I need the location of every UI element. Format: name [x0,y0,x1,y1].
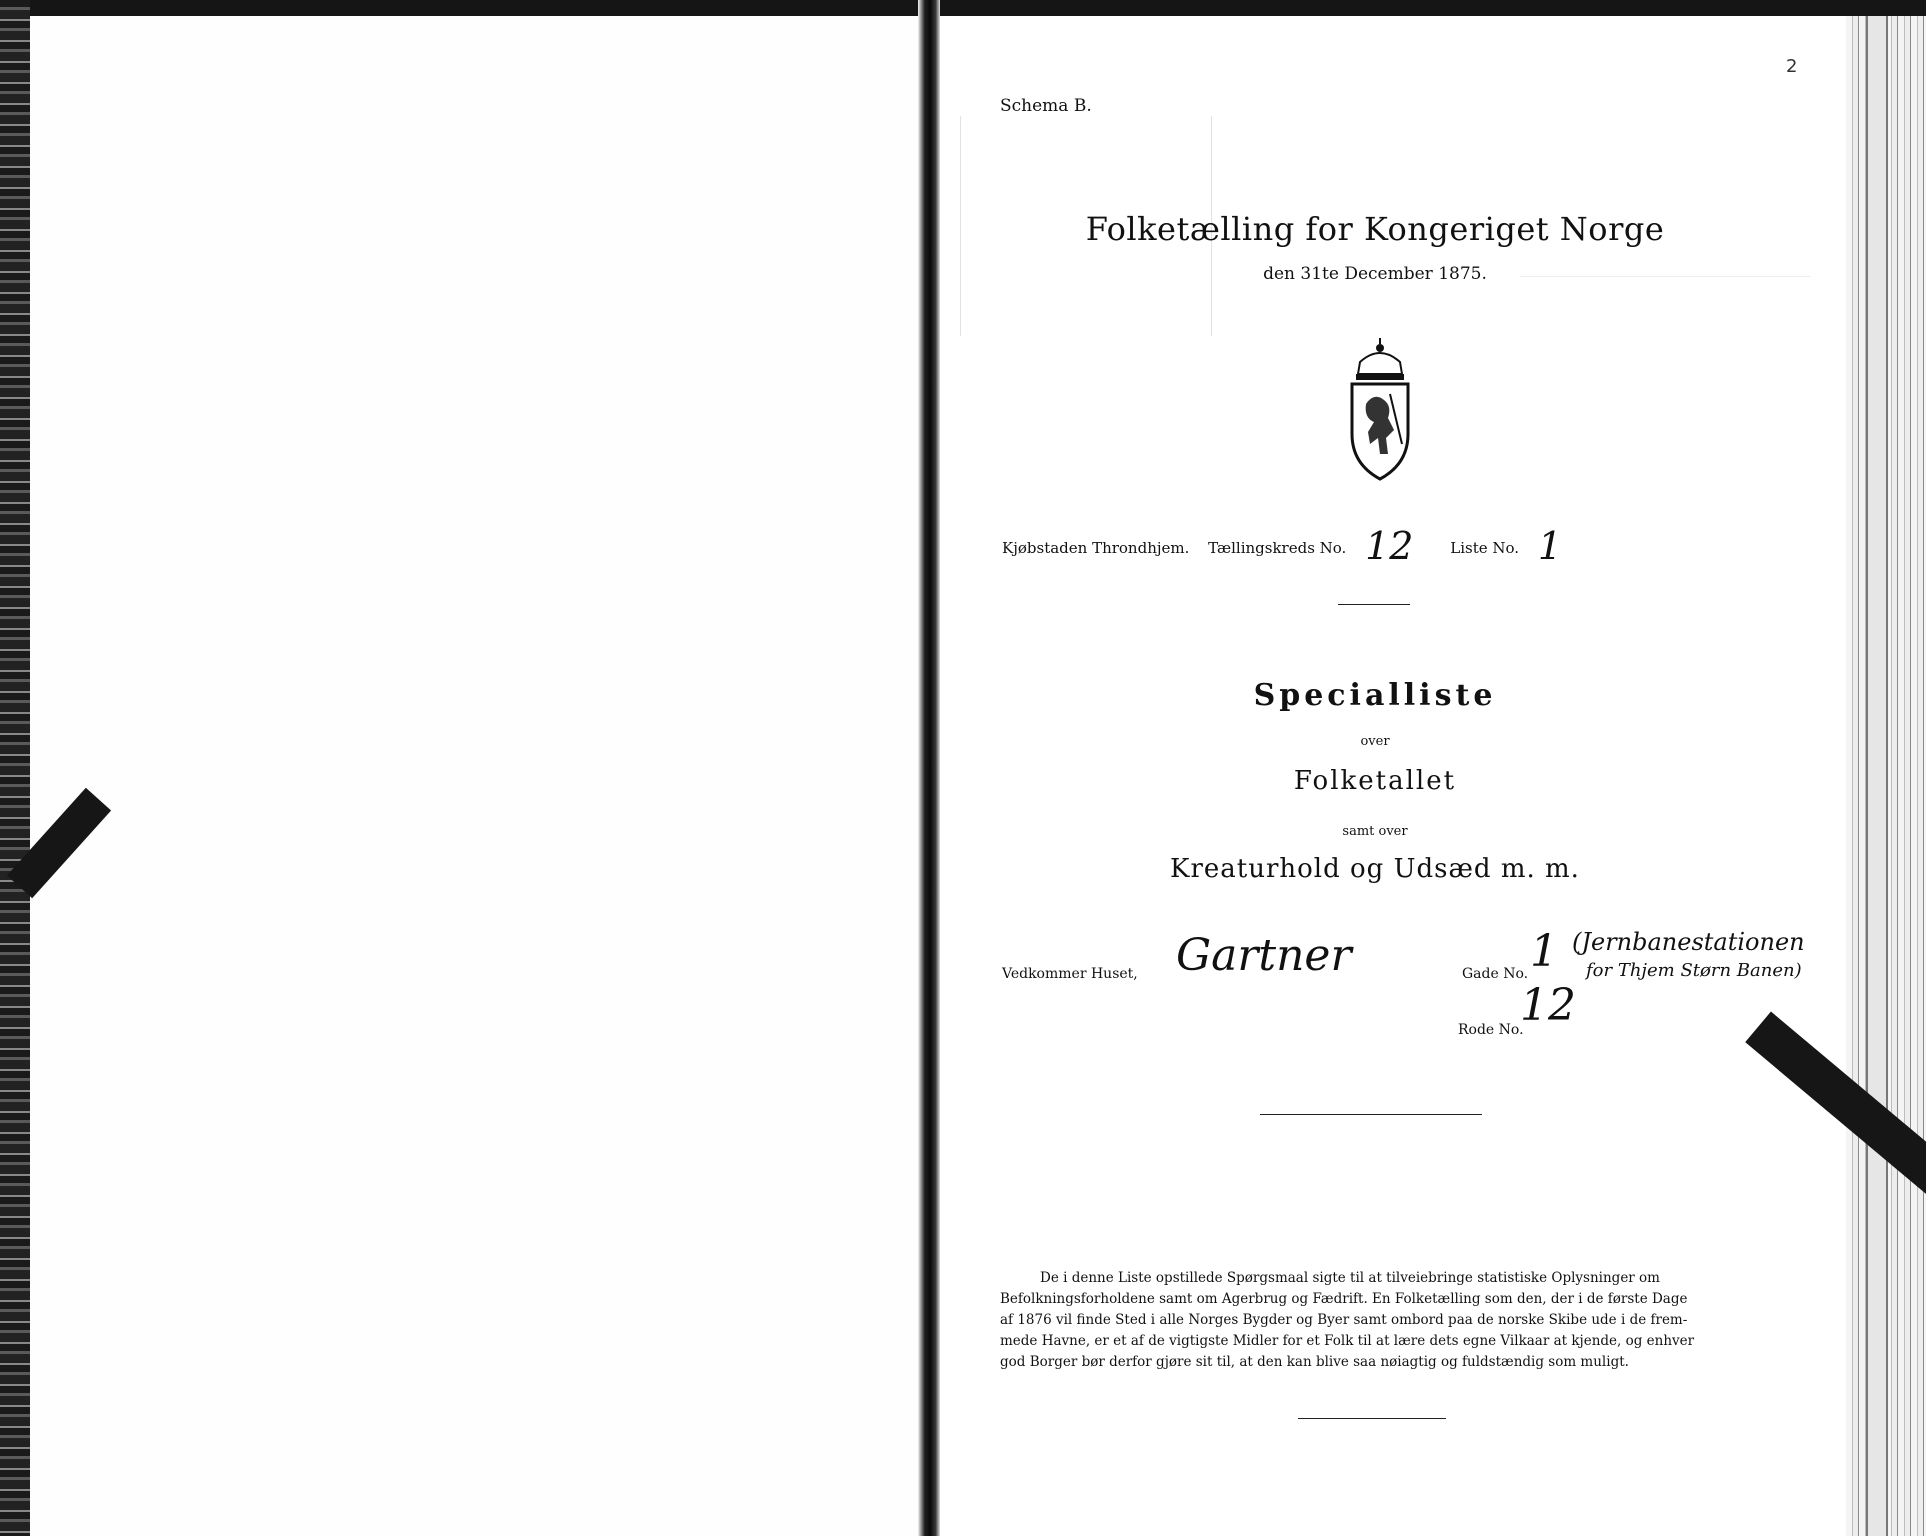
paragraph-line: De i denne Liste opstillede Spørgsmaal sigte til at tilveiebringe statistiske Oplysninger om [1040,1270,1660,1286]
page-subtitle: den 31te December 1875. [1263,264,1487,284]
schema-label: Schema B. [1000,96,1092,116]
kjobstad-label: Kjøbstaden Throndhjem. [1002,539,1190,557]
rode-value: 12 [1520,980,1576,1031]
samt-over-text: samt over [1342,824,1408,839]
vedkommer-value: Gartner [1176,930,1352,981]
vedkommer-label: Vedkommer Huset, [1002,966,1138,982]
specialliste-heading: Specialliste [1253,678,1497,713]
liste-label: Liste No. [1450,539,1520,557]
divider-bottom [1298,1418,1446,1419]
liste-value: 1 [1537,524,1563,568]
left-binding-edge [0,0,30,1536]
paragraph-line: af 1876 vil finde Sted i alle Norges Bygder og Byer samt ombord paa de norske Skibe ude i de frem- [1000,1312,1688,1328]
paragraph-line: god Borger bør derfor gjøre sit til, at den kan blive saa nøiagtig og fuldstændig som muligt. [1000,1354,1629,1370]
kreaturhold-heading: Kreaturhold og Udsæd m. m. [1170,854,1580,884]
gade-value: 1 [1530,926,1558,977]
kreds-label: Tællingskreds No. [1208,539,1347,557]
divider-long [1260,1114,1482,1115]
over-text: over [1360,734,1390,749]
left-blank-page [30,16,919,1536]
coat-of-arms [1330,334,1430,484]
explanatory-paragraph [1000,1268,1720,1373]
gade-note-line-1: (Jernbanestationen [1572,928,1805,956]
gade-label: Gade No. [1462,966,1529,982]
page-number: 2 [1786,56,1798,77]
paragraph-line: mede Havne, er et af de vigtigste Midler for et Folk til at lære dets egne Vilkaar at kjende, og enhver [1000,1333,1695,1349]
top-edge [0,0,1926,16]
divider-short [1338,604,1410,605]
rode-label: Rode No. [1458,1022,1524,1038]
folketallet-heading: Folketallet [1293,766,1457,796]
page-title: Folketælling for Kongeriget Norge [1085,210,1665,248]
gade-note-line-2: for Thjem Størn Banen) [1586,960,1802,981]
paragraph-line: Befolkningsforholdene samt om Agerbrug og Fædrift. En Folketælling som den, der i de første Dage [1000,1291,1688,1307]
page-edge-strip [1866,16,1888,1536]
page-edges [1846,16,1926,1536]
kreds-value: 12 [1365,524,1414,568]
kreds-line [1002,524,1576,568]
book-gutter [918,0,940,1536]
